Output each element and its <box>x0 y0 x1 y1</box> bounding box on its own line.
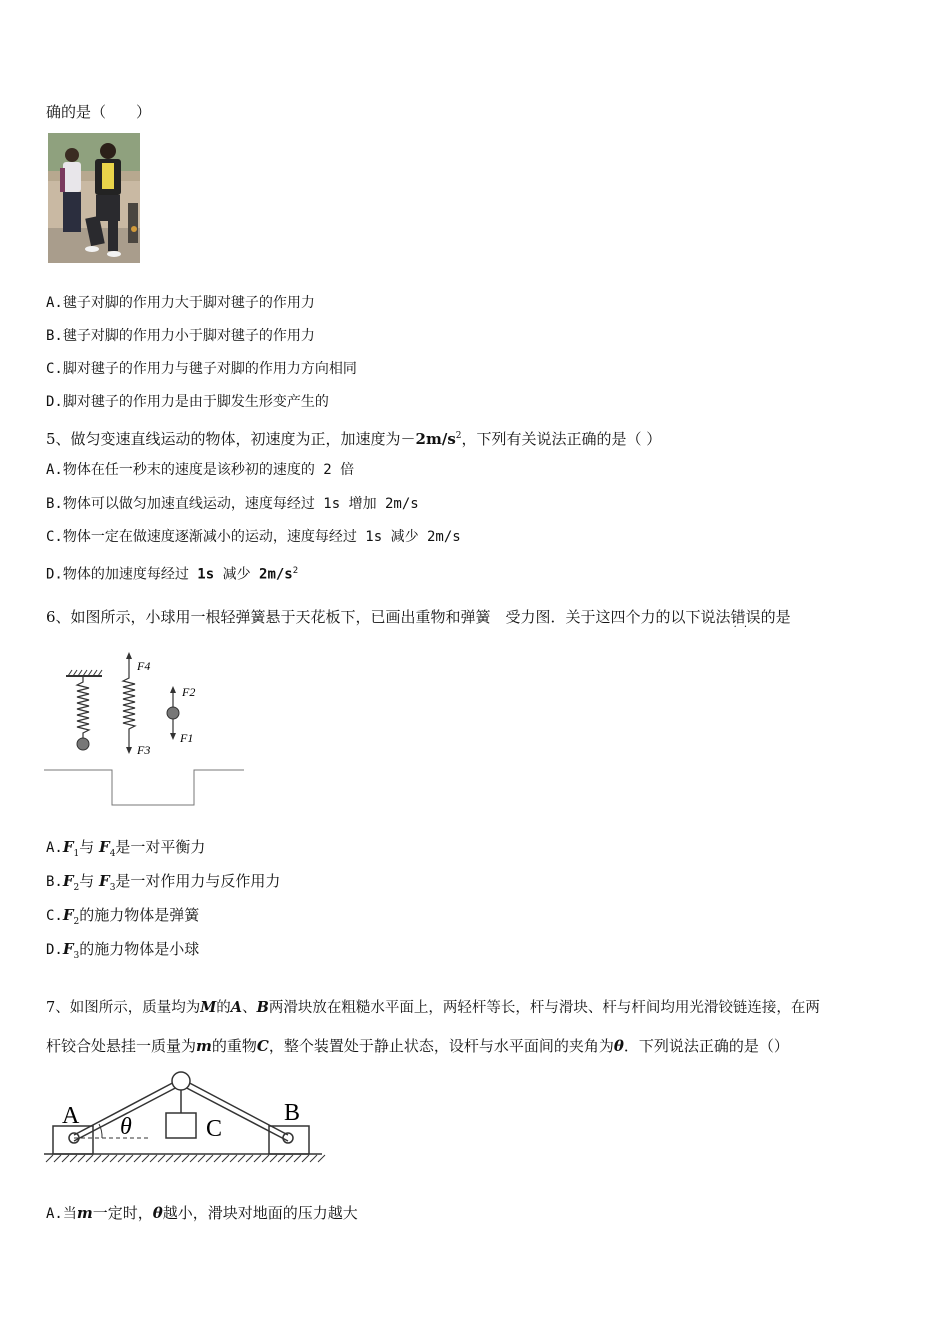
ground-hatch-mark <box>110 1155 117 1162</box>
label-b: B <box>284 1100 301 1126</box>
f3-label: F3 <box>137 743 151 757</box>
q5-option-c: C.物体一定在做速度逐渐减小的运动，速度每经过 1s 减少 2m/s <box>46 529 461 545</box>
q5-stem: 5、做匀变速直线运动的物体，初速度为正，加速度为$-2m/s^2$，下列有关说法正确的是（ ） <box>46 430 662 448</box>
ground-hatch-mark <box>142 1155 149 1162</box>
ground-hatch-mark <box>310 1155 317 1162</box>
ground-hatch-mark <box>54 1155 61 1162</box>
f1-label: F1 <box>180 731 194 745</box>
q6-option-d: $D.F_3$的施力物体是小球 <box>46 940 200 961</box>
ground-hatch-mark <box>94 1155 101 1162</box>
q4-option-d: D.脚对毽子的作用力是由于脚发生形变产生的 <box>46 394 329 410</box>
ground-hatch-mark <box>118 1155 125 1162</box>
q5-option-d: D.物体的加速度每经过 1s 减少 $2m/s^2$ <box>46 566 299 583</box>
spring-force-diagram <box>44 650 248 812</box>
ground-hatch-mark <box>102 1155 109 1162</box>
ground-hatch-mark <box>150 1155 157 1162</box>
ground-hatch-mark <box>206 1155 213 1162</box>
ground-hatch-mark <box>174 1155 181 1162</box>
q7-stem-line1: 7、如图所示，质量均为M的A、B两滑块放在粗糙水平面上，两轻杆等长，杆与滑块、杆与杆间均用光滑铰链连接，在两 <box>46 999 820 1016</box>
ground-hatch-mark <box>126 1155 133 1162</box>
q4-option-b: B.毽子对脚的作用力小于脚对毽子的作用力 <box>46 328 315 344</box>
label-a: A <box>62 1103 80 1129</box>
intro-line: 确的是（ ） <box>46 103 152 121</box>
ground-hatch-mark <box>182 1155 189 1162</box>
ground-hatch-mark <box>294 1155 301 1162</box>
ground-hatch-mark <box>214 1155 221 1162</box>
ground-hatch-mark <box>270 1155 277 1162</box>
ground-hatch-mark <box>198 1155 205 1162</box>
ground-hatch-mark <box>230 1155 237 1162</box>
ground-hatch-mark <box>86 1155 93 1162</box>
ground-hatch-mark <box>46 1155 53 1162</box>
f2-label: F2 <box>182 685 196 699</box>
ground-hatch-mark <box>166 1155 173 1162</box>
q4-option-c: C.脚对毽子的作用力与毽子对脚的作用力方向相同 <box>46 361 357 377</box>
ground-hatch-mark <box>158 1155 165 1162</box>
ground-hatch-mark <box>78 1155 85 1162</box>
hinged-rods-diagram <box>44 1068 326 1168</box>
ground-hatch-mark <box>278 1155 285 1162</box>
q7-option-a: A.当m一定时，θ越小，滑块对地面的压力越大 <box>46 1204 358 1222</box>
label-c: C <box>206 1116 223 1142</box>
ground-hatch-mark <box>190 1155 197 1162</box>
q6-option-b: $B.F_2$与 $F_3$是一对作用力与反作用力 <box>46 872 281 893</box>
ground-hatch-mark <box>62 1155 69 1162</box>
shuttlecock-kick-photo <box>48 133 140 263</box>
q7-stem-line2: 杆铰合处悬挂一质量为m的重物C，整个装置处于静止状态，设杆与水平面间的夹角为θ．下列说法正确的是（） <box>46 1037 789 1055</box>
q5-option-a: A.物体在任一秒末的速度是该秒初的速度的 2 倍 <box>46 462 355 478</box>
ground-hatch-mark <box>262 1155 269 1162</box>
ground-hatch-mark <box>286 1155 293 1162</box>
ground-hatch-mark <box>238 1155 245 1162</box>
ground-hatch-mark <box>302 1155 309 1162</box>
q4-option-a: A.毽子对脚的作用力大于脚对毽子的作用力 <box>46 295 315 311</box>
q5-option-b: B.物体可以做匀加速直线运动，速度每经过 1s 增加 2m/s <box>46 496 419 512</box>
ground-hatch-mark <box>70 1155 77 1162</box>
ground-hatch-mark <box>134 1155 141 1162</box>
q6-stem: 6、如图所示，小球用一根轻弹簧悬于天花板下，已画出重物和弹簧 受力图．关于这四个力的以下说法错误 · ·的是 <box>46 607 791 627</box>
q6-option-c: $C.F_2$的施力物体是弹簧 <box>46 906 200 927</box>
label-theta: θ <box>120 1114 132 1140</box>
ground-hatch-mark <box>246 1155 253 1162</box>
ground-hatch-mark <box>318 1155 325 1162</box>
f4-label: F4 <box>137 659 151 673</box>
ground-hatch-mark <box>254 1155 261 1162</box>
q6-option-a: $A.F_1$与 $F_4$是一对平衡力 <box>46 838 206 859</box>
ground-hatch-mark <box>222 1155 229 1162</box>
